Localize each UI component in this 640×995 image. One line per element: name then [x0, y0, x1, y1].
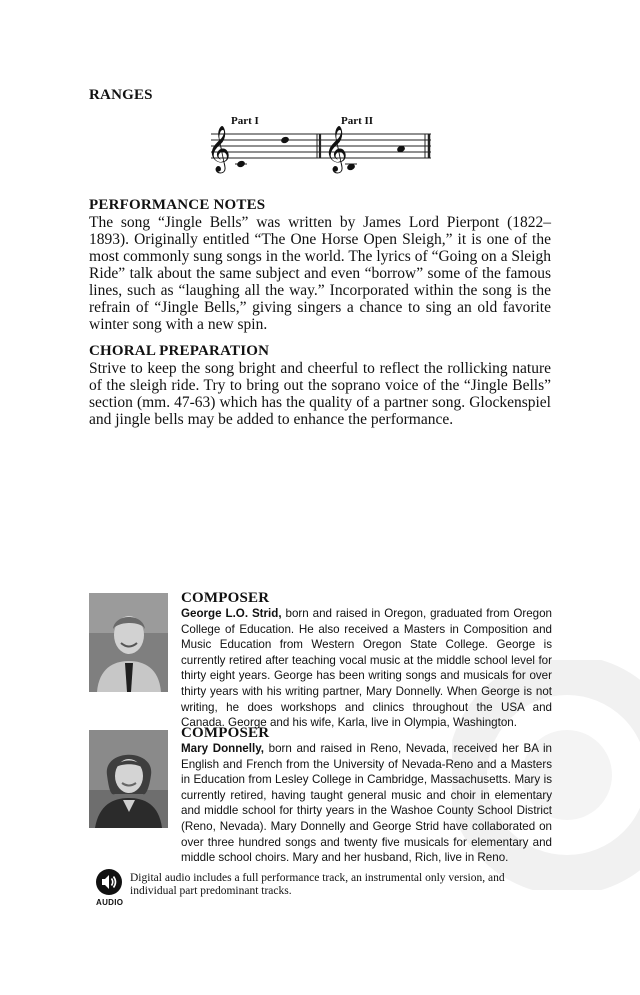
- composer-1-heading: COMPOSER: [181, 590, 270, 606]
- choral-preparation-text: Strive to keep the song bright and cheerful to reflect the rollicking nature of the sleigh ride. Try to bring out the soprano voice of the “Jingle Bells” section (mm. 47-63) which has the quality of a partner song. Glockenspiel and jingle bells may be added to enhance the performance.: [89, 360, 551, 428]
- choral-preparation-heading: CHORAL PREPARATION: [89, 343, 270, 359]
- ranges-heading: RANGES: [89, 87, 153, 103]
- part1-label: Part I: [231, 115, 259, 127]
- treble-clef-icon: 𝄞: [207, 126, 231, 172]
- composer-2-bio: [181, 741, 552, 866]
- composer-2-bio-text: born and raised in Reno, Nevada, received her BA in English and French from the University of Nevada-Reno and a Masters in Education from Lesley College in Cambridge, Massachusetts. Mary is currently retired, having taught general music and choir in elementary and middle school for thirty years in the Washoe County School District (Reno, Nevada). Mary Donnelly and George Strid have collaborated on over three hundred songs and twenty five musicals for elementary and middle school choirs. Mary and her husband, Rich, live in Reno.: [181, 742, 552, 865]
- audio-description: Digital audio includes a full performance track, an instrumental only version, and individual part predominant tracks.: [130, 872, 505, 897]
- performance-notes-heading: PERFORMANCE NOTES: [89, 197, 266, 213]
- treble-clef-icon: 𝄞: [324, 126, 348, 172]
- music-staff: [205, 112, 435, 177]
- audio-badge: [92, 868, 128, 910]
- composer-1-name: George L.O. Strid,: [181, 607, 282, 620]
- composer-1-bio: [181, 606, 552, 731]
- range-staff: [205, 112, 435, 177]
- composer-2-heading: COMPOSER: [181, 725, 270, 741]
- george-strid-photo: [89, 593, 168, 692]
- performance-notes-text: The song “Jingle Bells” was written by James Lord Pierpont (1822–1893). Originally entitled “The One Horse Open Sleigh,” it is one of the most commonly sung songs in the world. The lyrics of “Going on a Sleigh Ride” talk about the same subject and even “borrow” some of the famous lines, such as “laughing all the way.” Incorporated within the song is the refrain of “Jingle Bells,” giving singers a chance to sing an old favorite winter song with a new spin.: [89, 214, 551, 333]
- part2-label: Part II: [341, 115, 374, 127]
- mary-donnelly-photo: [89, 730, 168, 828]
- composer-2-name: Mary Donnelly,: [181, 742, 265, 755]
- audio-label: AUDIO: [96, 898, 124, 907]
- composer-1-bio-text: born and raised in Oregon, graduated from Oregon College of Education. He also received a Masters in Composition and Music Education from Western Oregon State College. George is currently retired after teaching vocal music at the middle school level for thirty eight years. George has been writing songs and musicals for over thirty years with his writing partner, Mary Donnelly. When George is not writing, he does workshops and clinics throughout the USA and Canada. George and his wife, Karla, live in Olympia, Washington.: [181, 607, 552, 730]
- audio-speaker-icon: [95, 868, 123, 896]
